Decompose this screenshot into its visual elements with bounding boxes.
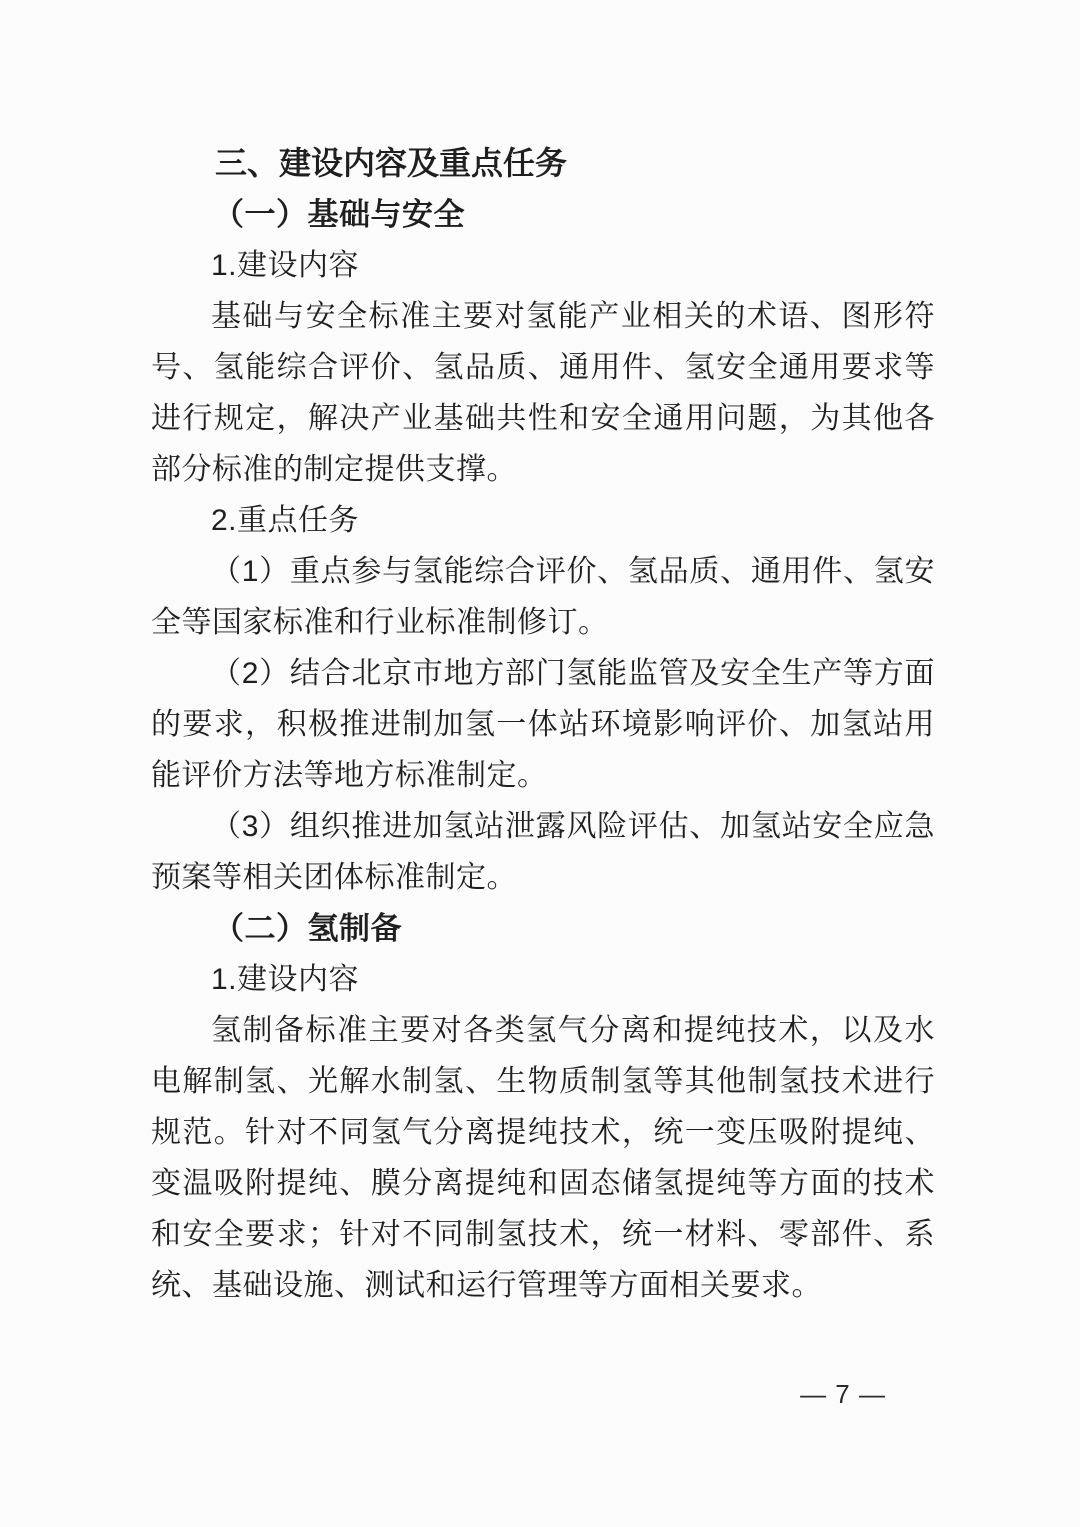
section-heading: 三、建设内容及重点任务 [215,145,568,181]
subsection-heading-1: （一）基础与安全 [213,197,465,232]
list-item-heading: 1.建设内容 [211,963,360,996]
list-item-heading: 2.重点任务 [211,504,360,537]
document-content [151,138,935,1311]
paragraph: 氢制备标准主要对各类氢气分离和提纯技术，以及水电解制氢、光解水制氢、生物质制氢等其他制氢技术进行规范。针对不同氢气分离提纯技术，统一变压吸附提纯、变温吸附提纯、膜分离提纯和固态储氢提纯等方面的技术和安全要求；针对不同制氢技术，统一材料、零部件、系统、基础设施、测试和运行管理等方面相关要求。 [151,1014,935,1302]
list-item-heading: 1.建设内容 [211,249,360,282]
subsection-heading-2: （二）氢制备 [213,911,402,946]
paragraph: （2）结合北京市地方部门氢能监管及安全生产等方面的要求，积极推进制加氢一体站环境影响评价、加氢站用能评价方法等地方标准制定。 [151,657,935,792]
page-number: — 7 — [800,1379,886,1409]
paragraph: 基础与安全标准主要对氢能产业相关的术语、图形符号、氢能综合评价、氢品质、通用件、氢安全通用要求等进行规定，解决产业基础共性和安全通用问题，为其他各部分标准的制定提供支撑。 [151,300,935,486]
paragraph: （3）组织推进加氢站泄露风险评估、加氢站安全应急预案等相关团体标准制定。 [151,810,935,894]
paragraph: （1）重点参与氢能综合评价、氢品质、通用件、氢安全等国家标准和行业标准制修订。 [151,555,935,639]
